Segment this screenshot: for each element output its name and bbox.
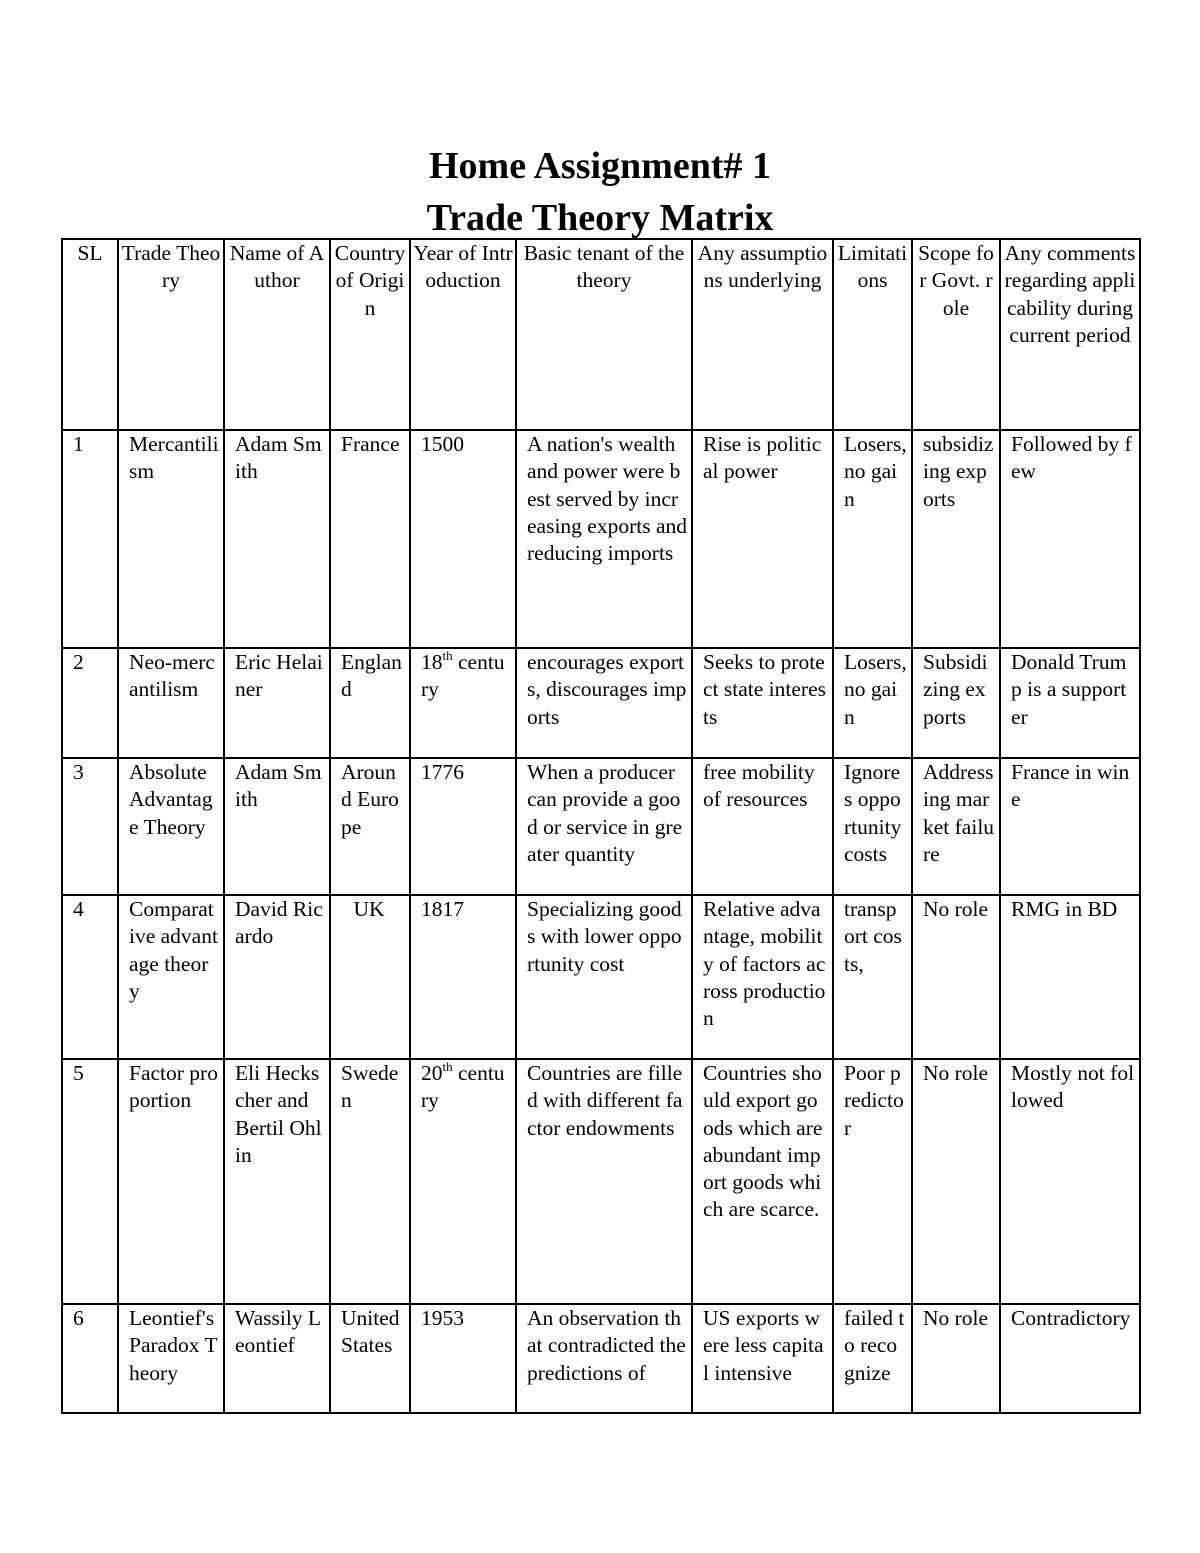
cell-assumptions: Countries should export goods which are abundant import goods which are scarce.: [692, 1059, 833, 1304]
cell-country: France: [330, 430, 410, 648]
cell-tenant: encourages exports, discourages imports: [516, 648, 692, 758]
cell-govt-role: No role: [912, 895, 1000, 1059]
cell-govt-role: No role: [912, 1059, 1000, 1304]
cell-assumptions: US exports were less capital intensive: [692, 1304, 833, 1413]
page-title: Home Assignment# 1: [429, 145, 771, 187]
cell-country: Sweden: [330, 1059, 410, 1304]
page-subtitle: Trade Theory Matrix: [426, 197, 774, 239]
cell-author: David Ricardo: [224, 895, 330, 1059]
table-row: [62, 1059, 1140, 1304]
cell-govt-role: subsidizing exports: [912, 430, 1000, 648]
year-value: 1500: [421, 432, 464, 456]
header-cell-country: Country of Origin: [330, 239, 410, 430]
year-value: 1776: [421, 760, 464, 784]
table-row: [62, 430, 1140, 648]
year-superscript: th: [442, 648, 453, 663]
cell-govt-role: Addressing market failure: [912, 758, 1000, 895]
cell-author: Eric Helainer: [224, 648, 330, 758]
cell-limitations: failed to recognize: [833, 1304, 912, 1413]
header-cell-trade-theory: Trade Theory: [118, 239, 224, 430]
table-row: [62, 895, 1140, 1059]
cell-theory: Absolute Advantage Theory: [118, 758, 224, 895]
header-cell-limitations: Limitations: [833, 239, 912, 430]
cell-assumptions: free mobility of resources: [692, 758, 833, 895]
cell-tenant: A nation's wealth and power were best served by increasing exports and reducing imports: [516, 430, 692, 648]
cell-author: Adam Smith: [224, 430, 330, 648]
cell-sl: 1: [62, 430, 118, 648]
cell-comments: France in wine: [1000, 758, 1140, 895]
table-row: [62, 1304, 1140, 1413]
cell-sl: 4: [62, 895, 118, 1059]
year-suffix: century: [421, 1061, 505, 1113]
cell-limitations: Ignores opportunity costs: [833, 758, 912, 895]
header-cell-govt-role: Scope for Govt. role: [912, 239, 1000, 430]
cell-sl: 5: [62, 1059, 118, 1304]
cell-tenant: Specializing goods with lower opportunity cost: [516, 895, 692, 1059]
cell-year: [410, 758, 516, 895]
header-cell-tenant: Basic tenant of the theory: [516, 239, 692, 430]
cell-limitations: Losers, no gain: [833, 648, 912, 758]
cell-limitations: transport costs,: [833, 895, 912, 1059]
cell-theory: Leontief's Paradox Theory: [118, 1304, 224, 1413]
year-superscript: th: [442, 1059, 453, 1074]
header-cell-sl: SL: [62, 239, 118, 430]
year-suffix: century: [421, 650, 505, 702]
cell-comments: Followed by few: [1000, 430, 1140, 648]
cell-assumptions: Relative advantage, mobility of factors across production: [692, 895, 833, 1059]
header-cell-year: Year of Introduction: [410, 239, 516, 430]
cell-author: Eli Heckscher and Bertil Ohlin: [224, 1059, 330, 1304]
cell-comments: RMG in BD: [1000, 895, 1140, 1059]
cell-year: [410, 895, 516, 1059]
cell-comments: Mostly not followed: [1000, 1059, 1140, 1304]
year-value: 18: [421, 650, 443, 674]
table-row: [62, 648, 1140, 758]
cell-year: [410, 1304, 516, 1413]
cell-theory: Comparative advantage theory: [118, 895, 224, 1059]
cell-comments: Donald Trump is a supporter: [1000, 648, 1140, 758]
cell-theory: Neo-mercantilism: [118, 648, 224, 758]
cell-assumptions: Seeks to protect state interests: [692, 648, 833, 758]
cell-sl: 2: [62, 648, 118, 758]
cell-year: [410, 430, 516, 648]
cell-country: England: [330, 648, 410, 758]
cell-sl: 6: [62, 1304, 118, 1413]
table-header-row: [62, 239, 1140, 430]
header-cell-assumptions: Any assumptions underlying: [692, 239, 833, 430]
cell-tenant: When a producer can provide a good or service in greater quantity: [516, 758, 692, 895]
cell-year: [410, 1059, 516, 1304]
header-cell-comments: Any comments regarding applicability during current period: [1000, 239, 1140, 430]
year-value: 1953: [421, 1306, 464, 1330]
cell-comments: Contradictory: [1000, 1304, 1140, 1413]
cell-govt-role: Subsidizing exports: [912, 648, 1000, 758]
year-value: 1817: [421, 897, 464, 921]
header-cell-author: Name of Author: [224, 239, 330, 430]
cell-sl: 3: [62, 758, 118, 895]
cell-tenant: An observation that contradicted the predictions of: [516, 1304, 692, 1413]
cell-country: Around Europe: [330, 758, 410, 895]
cell-author: Adam Smith: [224, 758, 330, 895]
year-value: 20: [421, 1061, 443, 1085]
cell-country: UK: [330, 895, 410, 1059]
cell-limitations: Losers, no gain: [833, 430, 912, 648]
table-row: [62, 758, 1140, 895]
cell-govt-role: No role: [912, 1304, 1000, 1413]
cell-author: Wassily Leontief: [224, 1304, 330, 1413]
trade-theory-table: [61, 238, 1141, 1414]
cell-theory: Factor proportion: [118, 1059, 224, 1304]
cell-assumptions: Rise is political power: [692, 430, 833, 648]
cell-year: [410, 648, 516, 758]
cell-theory: Mercantilism: [118, 430, 224, 648]
cell-tenant: Countries are filled with different factor endowments: [516, 1059, 692, 1304]
cell-country: United States: [330, 1304, 410, 1413]
cell-limitations: Poor predictor: [833, 1059, 912, 1304]
